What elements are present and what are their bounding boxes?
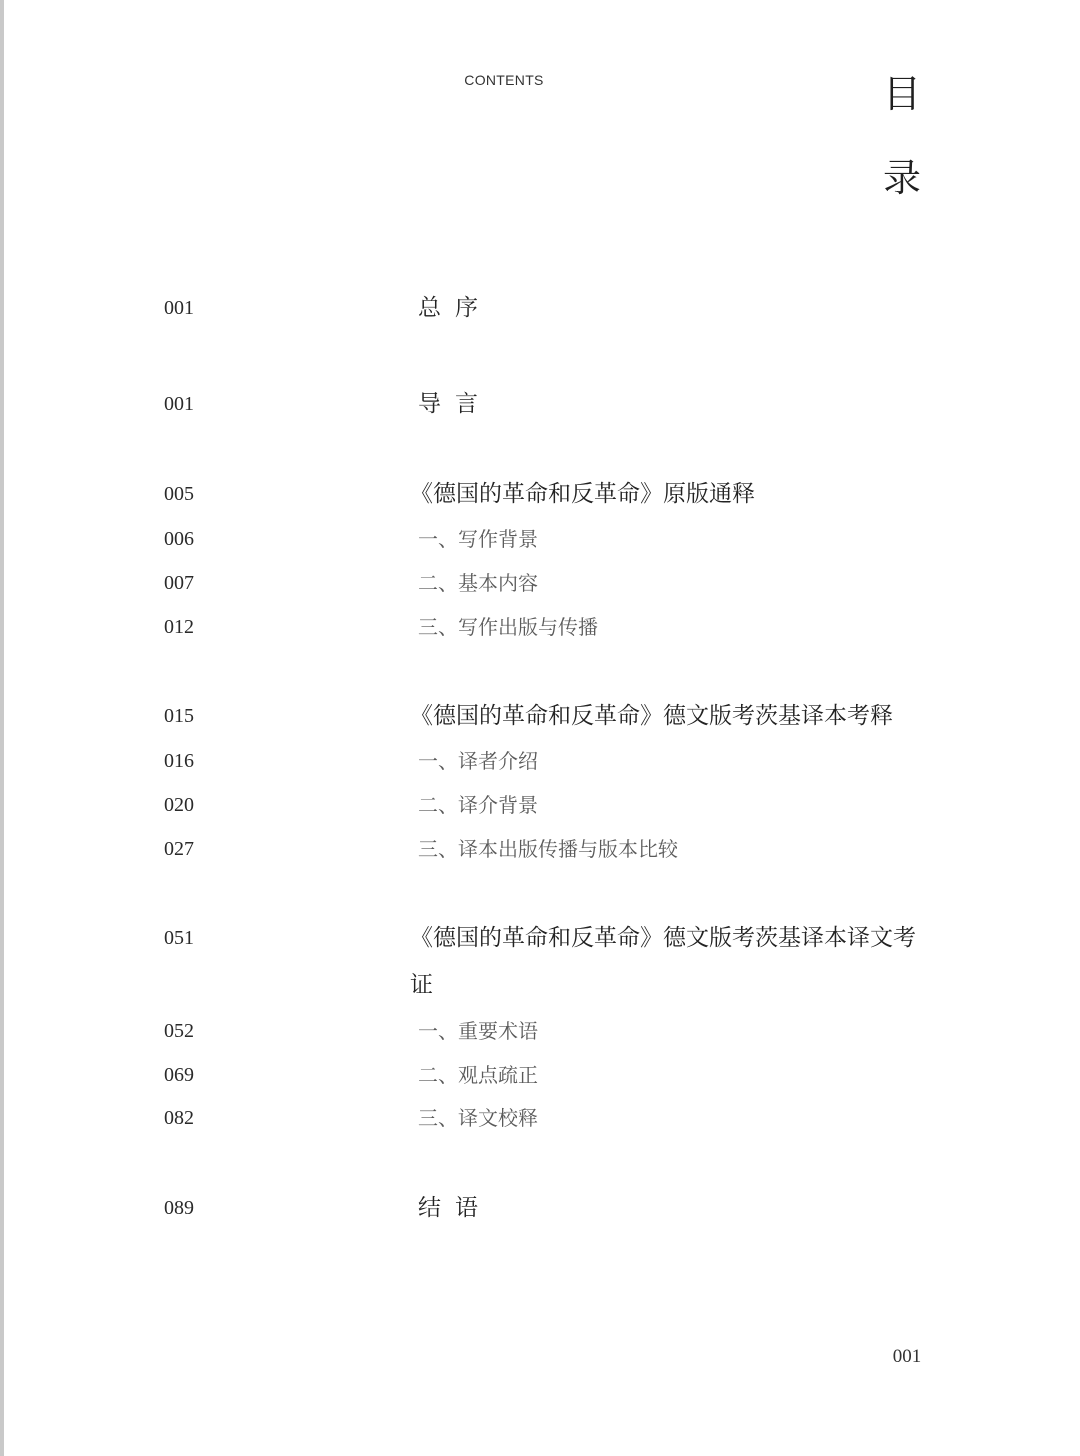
page-number: 001: [892, 1346, 922, 1367]
toc-entry-section[interactable]: [0, 783, 1080, 827]
toc-entry-section[interactable]: [0, 517, 1080, 561]
toc-entry-chapter-3[interactable]: [0, 915, 1080, 1011]
toc-page-number: 089: [164, 1197, 194, 1219]
toc-entry-general-preface[interactable]: [0, 286, 1080, 330]
toc-entry-conclusion[interactable]: [0, 1186, 1080, 1230]
toc-entry-section[interactable]: [0, 739, 1080, 783]
toc-page-number: 016: [164, 750, 194, 772]
toc-title: 《德国的革命和反革命》德文版考茨基译本译文考证: [410, 925, 916, 998]
toc-page-number: 001: [164, 393, 194, 415]
toc-title: 三、译本出版传播与版本比较: [418, 837, 678, 861]
toc-page-number: 012: [164, 616, 194, 638]
toc-page-number: 082: [164, 1107, 194, 1129]
toc-page-number: 007: [164, 572, 194, 594]
toc-entry-chapter-1[interactable]: [0, 472, 1080, 516]
toc-page-number: 051: [164, 927, 194, 949]
toc-page-number: 027: [164, 838, 194, 860]
toc-entry-introduction[interactable]: [0, 382, 1080, 426]
toc-title: 《德国的革命和反革命》原版通释: [410, 481, 755, 507]
toc-title: 二、观点疏正: [418, 1063, 538, 1087]
toc-title: 三、译文校释: [418, 1106, 538, 1130]
toc-title: 结语: [418, 1195, 492, 1221]
toc-page-number: 006: [164, 528, 194, 550]
toc-entry-section[interactable]: [0, 1009, 1080, 1053]
toc-title: 一、重要术语: [418, 1019, 538, 1043]
toc-entry-section[interactable]: [0, 1096, 1080, 1140]
toc-entry-section[interactable]: [0, 1053, 1080, 1097]
toc-entry-chapter-2[interactable]: [0, 694, 1080, 738]
toc-page-number: 005: [164, 483, 194, 505]
toc-page-number: 001: [164, 297, 194, 319]
contents-label: CONTENTS: [464, 72, 544, 88]
toc-title: 二、基本内容: [418, 571, 538, 595]
page-title-char-1: 目: [882, 72, 921, 116]
toc-title: 一、译者介绍: [418, 749, 538, 773]
toc-page-number: 020: [164, 794, 194, 816]
toc-title: 《德国的革命和反革命》德文版考茨基译本考释: [410, 703, 893, 729]
toc-page-number: 069: [164, 1064, 194, 1086]
toc-entry-section[interactable]: [0, 561, 1080, 605]
toc-title: 总序: [418, 295, 492, 321]
toc-page-number: 015: [164, 705, 194, 727]
toc-entry-section[interactable]: [0, 827, 1080, 871]
toc-title: 导言: [418, 391, 492, 417]
page-title-char-2: 录: [882, 156, 921, 200]
toc-title: 一、写作背景: [418, 527, 538, 551]
toc-title: 二、译介背景: [418, 793, 538, 817]
toc-page-number: 052: [164, 1020, 194, 1042]
toc-entry-section[interactable]: [0, 605, 1080, 649]
toc-title: 三、写作出版与传播: [418, 615, 598, 639]
